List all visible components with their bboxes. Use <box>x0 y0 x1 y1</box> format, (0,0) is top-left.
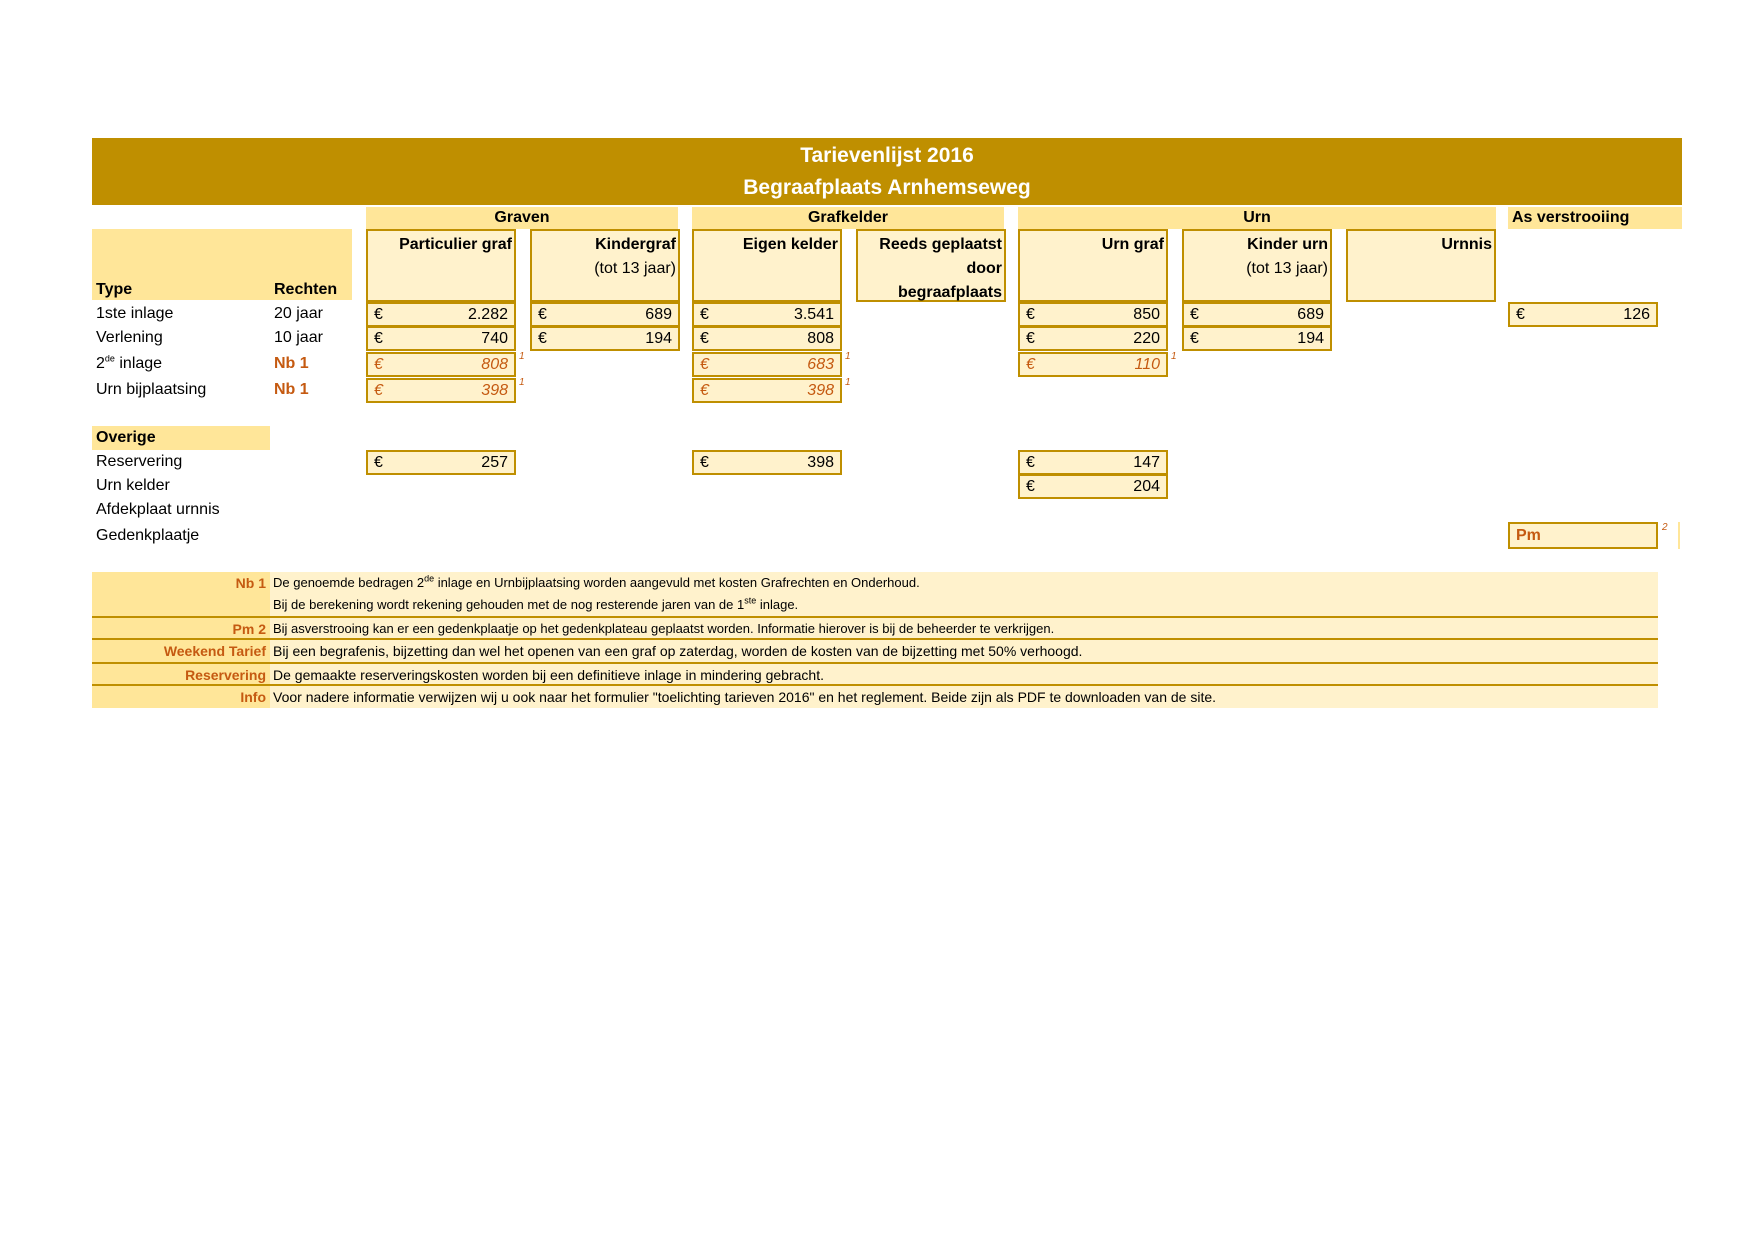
note-label-info: Info <box>92 686 270 708</box>
amount: 220 <box>1133 330 1160 347</box>
footnote-marker: 1 <box>519 351 525 362</box>
footnote-marker: 1 <box>845 377 851 388</box>
col-label: Particulier graf <box>399 236 512 253</box>
price-gedenkplaatje: Pm <box>1508 522 1658 549</box>
note-label-pm2: Pm 2 <box>92 618 270 640</box>
price-particulier-reservering <box>366 450 516 475</box>
price-as-verstrooiing-1ste <box>1508 302 1658 327</box>
col-reeds-geplaatst <box>856 229 1006 302</box>
title-bar <box>92 138 1682 205</box>
col-kindergraf <box>530 229 680 302</box>
currency: € <box>374 454 383 471</box>
col-label: Urn graf <box>1101 236 1164 253</box>
rechten-2de-inlage: Nb 1 <box>274 355 309 372</box>
currency: € <box>700 454 709 471</box>
row-label-2de-inlage <box>96 352 162 376</box>
col-label-line-1: Reeds geplaatst <box>879 236 1002 253</box>
col-label-line-2: door <box>966 260 1002 277</box>
price-particulier-verlening <box>366 326 516 351</box>
text: inlage <box>114 355 163 372</box>
col-particulier-graf <box>366 229 516 302</box>
amount: 204 <box>1133 478 1160 495</box>
currency: € <box>374 330 383 347</box>
note-text-reservering: De gemaakte reserveringskosten worden bij een definitieve inlage in mindering gebracht. <box>270 664 1658 686</box>
amount: 257 <box>481 454 508 471</box>
note-text-pm2: Bij asverstrooing kan er een gedenkplaatje op het gedenkplateau geplaatst worden. Informatie hierover is bij de beheerder te verkrijgen. <box>270 618 1658 640</box>
superscript: de <box>424 573 435 584</box>
price-urn-graf-verlening <box>1018 326 1168 351</box>
col-label: Eigen kelder <box>742 236 838 253</box>
currency: € <box>1190 306 1199 323</box>
price-particulier-1ste <box>366 302 516 327</box>
row-label-verlening: Verlening <box>96 329 163 346</box>
rechten-verlening: 10 jaar <box>274 329 323 346</box>
col-label: Kinder urn <box>1247 236 1328 253</box>
price-eigen-kelder-1ste <box>692 302 842 327</box>
amount: 689 <box>1297 306 1324 323</box>
price-urn-graf-1ste <box>1018 302 1168 327</box>
price-eigen-kelder-verlening <box>692 326 842 351</box>
text: De genoemde bedragen 2 <box>273 575 425 590</box>
row-label-urn-bijplaatsing: Urn bijplaatsing <box>96 381 207 398</box>
price-kindergraf-1ste <box>530 302 680 327</box>
row-label-reservering: Reservering <box>96 453 183 470</box>
col-urn-graf <box>1018 229 1168 302</box>
footnote-marker: 1 <box>519 377 525 388</box>
note-text-nb1-line2 <box>270 594 1658 616</box>
row-label-gedenkplaatje: Gedenkplaatje <box>96 527 200 544</box>
amount: 398 <box>807 382 834 399</box>
price-particulier-2de <box>366 352 516 377</box>
currency: € <box>1026 306 1035 323</box>
note-label-reservering: Reservering <box>92 664 270 686</box>
amount: 126 <box>1623 306 1650 323</box>
overige-header: Overige <box>92 426 270 450</box>
rechten-header: Rechten <box>274 281 338 298</box>
note-label-nb1 <box>92 572 270 616</box>
currency: € <box>1516 306 1525 323</box>
amount: 194 <box>1297 330 1324 347</box>
price-eigen-kelder-2de <box>692 352 842 377</box>
amount: 850 <box>1133 306 1160 323</box>
note-text-nb1 <box>270 572 1658 594</box>
row-label-urn-kelder: Urn kelder <box>96 477 170 494</box>
amount: 683 <box>807 356 834 373</box>
note-label-text: Nb 1 <box>235 575 266 591</box>
price-eigen-kelder-urnbij <box>692 378 842 403</box>
amount: 689 <box>645 306 672 323</box>
divider <box>1678 522 1680 549</box>
currency: € <box>700 382 709 399</box>
title-line-2: Begraafplaats Arnhemseweg <box>743 176 1031 199</box>
currency: € <box>538 306 547 323</box>
amount: 3.541 <box>793 306 834 323</box>
currency: € <box>1026 454 1035 471</box>
col-label: Kindergraf <box>595 236 676 253</box>
amount: 194 <box>645 330 672 347</box>
text: inlage en Urnbijplaatsing worden aangevuld met kosten Grafrechten en Onderhoud. <box>434 575 920 590</box>
col-sublabel: (tot 13 jaar) <box>1246 260 1328 277</box>
amount: 110 <box>1134 356 1160 373</box>
col-kinder-urn <box>1182 229 1332 302</box>
type-header: Type <box>96 281 133 298</box>
price-kindergraf-verlening <box>530 326 680 351</box>
col-eigen-kelder <box>692 229 842 302</box>
price-eigen-kelder-reservering <box>692 450 842 475</box>
amount: 398 <box>481 382 508 399</box>
col-urnnis <box>1346 229 1496 302</box>
rechten-urn-bijplaatsing: Nb 1 <box>274 381 309 398</box>
price-particulier-urnbij <box>366 378 516 403</box>
rechten-1ste-inlage: 20 jaar <box>274 305 323 322</box>
row-label-afdekplaat: Afdekplaat urnnis <box>96 501 220 518</box>
col-label: Urnnis <box>1441 236 1492 253</box>
currency: € <box>538 330 547 347</box>
currency: € <box>700 356 709 373</box>
row-label-1ste-inlage: 1ste inlage <box>96 305 174 322</box>
superscript: de <box>104 353 115 364</box>
amount: 2.282 <box>467 306 508 323</box>
currency: € <box>1026 356 1035 373</box>
note-text-info: Voor nadere informatie verwijzen wij u ook naar het formulier "toelichting tarieven 2016" en het reglement. Beide zijn als PDF te downloaden van de site. <box>270 686 1658 708</box>
price-urn-graf-2de <box>1018 352 1168 377</box>
note-label-weekend: Weekend Tarief <box>92 640 270 662</box>
currency: € <box>700 306 709 323</box>
group-as-verstrooiing: As verstrooiing <box>1508 207 1682 229</box>
amount: 808 <box>807 330 834 347</box>
group-grafkelder: Grafkelder <box>692 207 1004 229</box>
currency: € <box>1190 330 1199 347</box>
col-sublabel: (tot 13 jaar) <box>594 260 676 277</box>
price-urn-graf-reservering <box>1018 450 1168 475</box>
amount: 808 <box>481 356 508 373</box>
title-line-1: Tarievenlijst 2016 <box>800 144 974 167</box>
superscript: ste <box>744 595 757 606</box>
price-kinder-urn-verlening <box>1182 326 1332 351</box>
currency: € <box>374 356 383 373</box>
currency: € <box>374 306 383 323</box>
col-label-line-3: begraafplaats <box>897 284 1002 301</box>
text: inlage. <box>756 597 799 612</box>
group-graven: Graven <box>366 207 678 229</box>
currency: € <box>1026 330 1035 347</box>
text: 2 <box>96 355 105 372</box>
text: Bij de berekening wordt rekening gehouden met de nog resterende jaren van de 1 <box>273 597 745 612</box>
currency: € <box>700 330 709 347</box>
amount: 740 <box>481 330 508 347</box>
currency: € <box>374 382 383 399</box>
group-urn: Urn <box>1018 207 1496 229</box>
price-urn-graf-urn-kelder <box>1018 474 1168 499</box>
amount: 147 <box>1133 454 1160 471</box>
note-text-weekend: Bij een begrafenis, bijzetting dan wel het openen van een graf op zaterdag, worden de kosten van de bijzetting met 50% verhoogd. <box>270 640 1658 662</box>
footnote-marker: 1 <box>845 351 851 362</box>
price-kinder-urn-1ste <box>1182 302 1332 327</box>
footnote-marker: 2 <box>1662 522 1668 533</box>
amount: 398 <box>807 454 834 471</box>
currency: € <box>1026 478 1035 495</box>
footnote-marker: 1 <box>1171 351 1177 362</box>
